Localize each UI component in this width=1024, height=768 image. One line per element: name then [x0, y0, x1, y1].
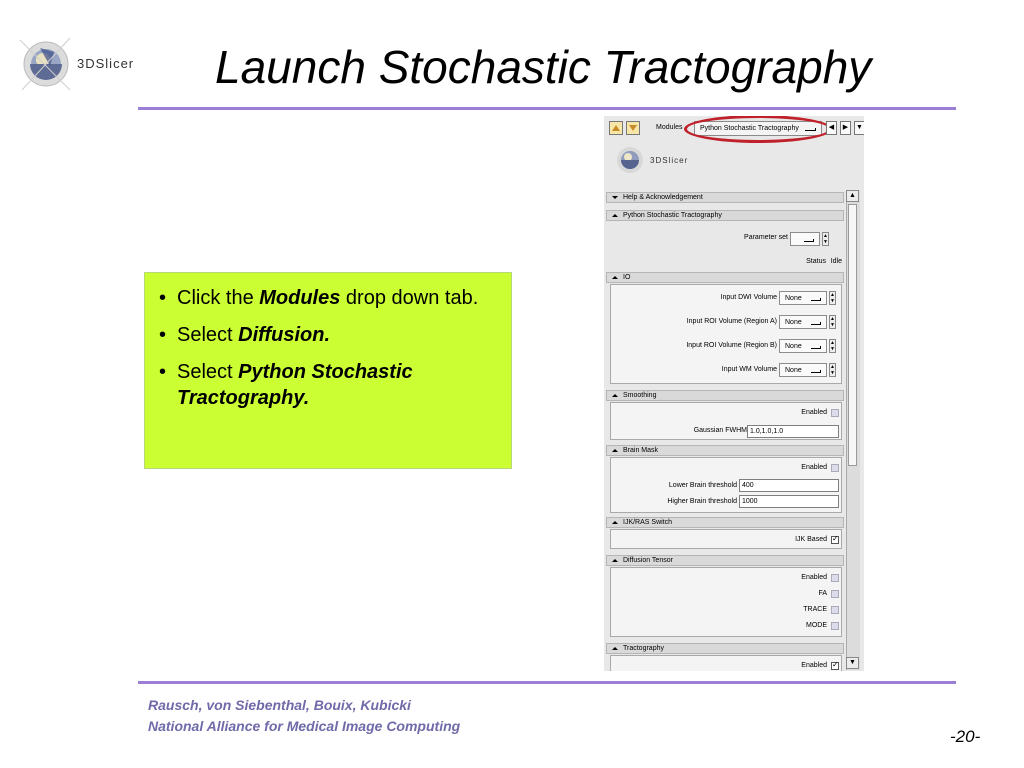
dt-option-checkbox[interactable]	[831, 622, 839, 630]
panel-logo-text: 3DSlicer	[650, 156, 689, 165]
tractography-enabled-checkbox[interactable]	[831, 662, 839, 670]
modules-selected: Python Stochastic Tractography	[700, 125, 799, 132]
section-smoothing[interactable]: Smoothing	[606, 390, 844, 401]
io-label: Input ROI Volume (Region B)	[686, 342, 777, 349]
footer-organization: National Alliance for Medical Image Computing	[148, 718, 461, 734]
io-label: Input DWI Volume	[720, 294, 777, 301]
slide-title: Launch Stochastic Tractography	[215, 41, 872, 93]
scroll-up-button[interactable]: ▲	[846, 190, 859, 202]
higher-threshold-field[interactable]: 1000	[739, 495, 839, 508]
ijk-based-checkbox[interactable]	[831, 536, 839, 544]
dt-option-label: FA	[818, 590, 827, 597]
3dslicer-logo	[10, 30, 140, 100]
instructions-list	[145, 273, 511, 411]
lower-threshold-label: Lower Brain threshold	[668, 482, 737, 489]
io-label: Input WM Volume	[721, 366, 777, 373]
brain-mask-enabled-label: Enabled	[801, 464, 827, 471]
parameter-set-label: Parameter set	[744, 234, 788, 241]
title-divider	[138, 107, 956, 110]
brain-mask-body	[610, 457, 842, 513]
forward-button[interactable]: ▶	[840, 121, 851, 135]
status-label: Status	[806, 258, 826, 265]
section-brain-mask[interactable]: Brain Mask	[606, 445, 844, 456]
save-scene-icon[interactable]	[626, 121, 640, 135]
slicer-brain-icon	[614, 144, 646, 176]
io-volume-spinner[interactable]: ▲ ▼	[830, 316, 835, 328]
modules-label: Modules	[656, 124, 683, 131]
instruction-item: • Select Python Stochastic Tractography.	[177, 359, 501, 411]
dropdown-highlight-circle	[684, 116, 832, 143]
io-volume-spinner[interactable]: ▲ ▼	[830, 340, 835, 352]
module-history-button[interactable]: ▼	[854, 121, 864, 135]
smoothing-enabled-checkbox[interactable]	[831, 409, 839, 417]
instruction-item: • Click the Modules drop down tab.	[177, 285, 501, 311]
dt-option-label: Enabled	[801, 574, 827, 581]
scrollbar-thumb[interactable]	[848, 204, 857, 466]
back-button[interactable]: ◀	[826, 121, 837, 135]
io-volume-spinner[interactable]: ▲ ▼	[830, 292, 835, 304]
logo-text: 3DSlicer	[77, 56, 135, 71]
section-module[interactable]: Python Stochastic Tractography	[606, 210, 844, 221]
io-volume-spinner[interactable]: ▲ ▼	[830, 364, 835, 376]
scroll-down-button[interactable]: ▼	[846, 657, 859, 669]
io-volume-combo[interactable]: None	[779, 315, 827, 329]
dt-option-label: TRACE	[803, 606, 827, 613]
gaussian-fwhm-label: Gaussian FWHM	[693, 427, 747, 434]
tractography-body	[610, 655, 842, 671]
section-diffusion-tensor[interactable]: Diffusion Tensor	[606, 555, 844, 566]
dt-option-checkbox[interactable]	[831, 590, 839, 598]
instructions-callout	[144, 272, 512, 469]
section-io[interactable]: IO	[606, 272, 844, 283]
ijk-body	[610, 529, 842, 549]
dt-option-checkbox[interactable]	[831, 574, 839, 582]
gaussian-fwhm-field[interactable]: 1.0,1.0,1.0	[747, 425, 839, 438]
section-ijk-ras-switch[interactable]: IJK/RAS Switch	[606, 517, 844, 528]
section-tractography[interactable]: Tractography	[606, 643, 844, 654]
footer-divider	[138, 681, 956, 684]
panel-slicer-logo	[614, 144, 714, 176]
smoothing-enabled-label: Enabled	[801, 409, 827, 416]
diffusion-tensor-body	[610, 567, 842, 637]
load-scene-icon[interactable]	[609, 121, 623, 135]
dt-option-checkbox[interactable]	[831, 606, 839, 614]
lower-threshold-field[interactable]: 400	[739, 479, 839, 492]
footer-authors: Rausch, von Siebenthal, Bouix, Kubicki	[148, 697, 411, 713]
io-body	[610, 284, 842, 384]
page-number: -20-	[950, 727, 981, 746]
io-volume-combo[interactable]: None	[779, 339, 827, 353]
slicer-module-panel	[604, 116, 864, 671]
brain-mask-enabled-checkbox[interactable]	[831, 464, 839, 472]
io-label: Input ROI Volume (Region A)	[686, 318, 777, 325]
io-volume-combo[interactable]: None	[779, 363, 827, 377]
section-help[interactable]: Help & Acknowledgement	[606, 192, 844, 203]
status-value: Idle	[830, 258, 842, 265]
io-volume-combo[interactable]: None	[779, 291, 827, 305]
ijk-based-label: IJK Based	[795, 536, 827, 543]
higher-threshold-label: Higher Brain threshold	[667, 498, 737, 505]
smoothing-body	[610, 402, 842, 440]
tractography-enabled-label: Enabled	[801, 662, 827, 669]
parameter-set-spinner[interactable]: ▲ ▼	[823, 233, 828, 245]
instruction-item: • Select Diffusion.	[177, 322, 501, 348]
parameter-set-combo[interactable]	[790, 232, 820, 246]
dt-option-label: MODE	[806, 622, 827, 629]
